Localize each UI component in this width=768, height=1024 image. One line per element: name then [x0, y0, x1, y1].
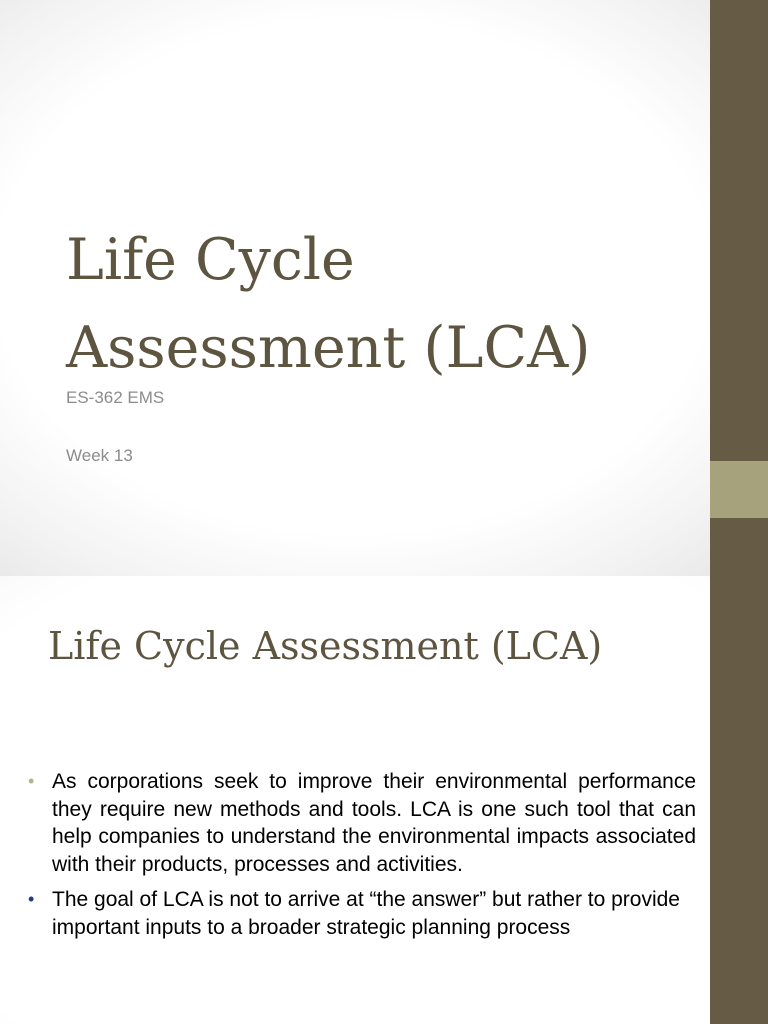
slide-title	[66, 216, 686, 392]
bullet-text: The goal of LCA is not to arrive at “the answer” but rather to provide important inputs to a broader strategic planning process	[52, 888, 680, 939]
content-slide	[0, 576, 768, 1024]
bullet-marker: •	[28, 889, 35, 909]
bullet-text: As corporations seek to improve their environmental performance they require new methods and tools. LCA is one such tool that can help companies to understand the environmental impacts associated with their products, processes and activities.	[52, 770, 696, 876]
bullet-item	[28, 768, 696, 878]
course-subtitle: ES-362 EMS	[66, 388, 165, 407]
slide-title-line-1: Life Cycle	[66, 227, 355, 293]
bullet-marker: •	[28, 771, 35, 791]
week-subtitle: Week 13	[66, 446, 133, 465]
content-slide-title: Life Cycle Assessment (LCA)	[48, 624, 603, 668]
side-accent-block	[710, 461, 768, 518]
slide-title-line-2: Assessment (LCA)	[66, 315, 591, 381]
bullet-list	[28, 768, 696, 949]
bullet-item	[28, 886, 696, 941]
